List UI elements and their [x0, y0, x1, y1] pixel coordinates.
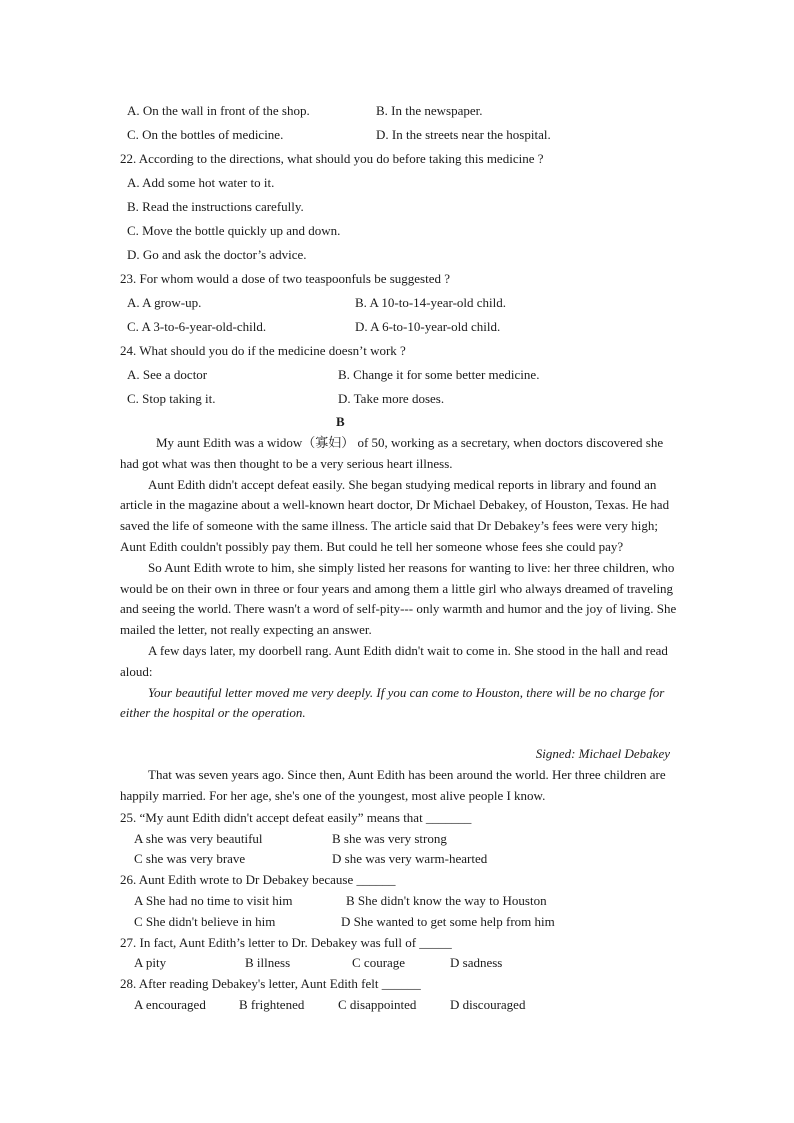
q27-option-b: B illness [245, 955, 291, 970]
q23-option-a: A. A grow-up. [127, 295, 202, 310]
q28-stem: 28. After reading Debakey's letter, Aunt Edith felt ______ [120, 976, 421, 991]
q21-option-d: D. In the streets near the hospital. [376, 127, 551, 142]
q23-option-d: D. A 6-to-10-year-old child. [355, 319, 501, 334]
q28-option-d: D discouraged [450, 997, 526, 1012]
q26-option-b: B She didn't know the way to Houston [346, 893, 547, 908]
passage-paragraph-2: Aunt Edith didn't accept defeat easily. She began studying medical reports in library and found an article in the magazine about a well-known heart doctor, Dr Michael Debakey, of Houston, Texas. He had saved the life of someone with the same illness. The article said that Dr Debakey’s fees were very high; Aunt Edith couldn't possibly pay them. But could he tell her someone whose fees she could pay? [120, 476, 670, 554]
letter-signature: Signed: Michael Debakey [535, 746, 670, 761]
passage-paragraph-1: My aunt Edith was a widow（寡妇） of 50, working as a secretary, when doctors discovered she had got what was then thought to be a very serious heart illness. [120, 435, 664, 471]
q27-stem: 27. In fact, Aunt Edith’s letter to Dr. Debakey was full of _____ [120, 935, 452, 950]
q22-stem: 22. According to the directions, what should you do before taking this medicine ? [120, 151, 544, 166]
q27-option-a: A pity [134, 955, 167, 970]
q23-option-b: B. A 10-to-14-year-old child. [355, 295, 507, 310]
q26-option-c: C She didn't believe in him [134, 914, 276, 929]
q22-option-d: D. Go and ask the doctor’s advice. [127, 247, 307, 262]
q21-option-a: A. On the wall in front of the shop. [127, 103, 310, 118]
letter-text: Your beautiful letter moved me very deeply. If you can come to Houston, there will be no charge for either the hospital or the operation. [120, 684, 665, 721]
q24-option-c: C. Stop taking it. [127, 391, 216, 406]
q25-option-b: B she was very strong [332, 831, 447, 846]
passage-paragraph-4: A few days later, my doorbell rang. Aunt Edith didn't wait to come in. She stood in the hall and read aloud: [120, 642, 668, 679]
q23-stem: 23. For whom would a dose of two teaspoonfuls be suggested ? [120, 271, 451, 286]
q25-option-a: A she was very beautiful [134, 831, 263, 846]
q27-option-c: C courage [352, 955, 406, 970]
closing-paragraph: That was seven years ago. Since then, Aunt Edith has been around the world. Her three children are happily married. For her age, she's one of the youngest, most alive people I know. [120, 767, 666, 803]
reading-passage [120, 433, 680, 724]
q28-option-c: C disappointed [338, 997, 417, 1012]
q25-stem: 25. “My aunt Edith didn't accept defeat easily” means that _______ [120, 810, 472, 825]
q26-option-d: D She wanted to get some help from him [341, 914, 555, 929]
q26-stem: 26. Aunt Edith wrote to Dr Debakey because ______ [120, 872, 396, 887]
q27-option-d: D sadness [450, 955, 503, 970]
q28-option-b: B frightened [239, 997, 305, 1012]
q22-option-a: A. Add some hot water to it. [127, 175, 275, 190]
q22-option-b: B. Read the instructions carefully. [127, 199, 304, 214]
q24-option-d: D. Take more doses. [338, 391, 445, 406]
q26-option-a: A She had no time to visit him [134, 893, 293, 908]
q24-stem: 24. What should you do if the medicine doesn’t work ? [120, 343, 406, 358]
passage-paragraph-3: So Aunt Edith wrote to him, she simply listed her reasons for wanting to live: her three children, who would be on their own in three or four years and among them a little girl who always dreamed of traveling and seeing the world. There wasn't a word of self-pity--- only warmth and humor and the joy of living. She mailed the letter, not really expecting an answer. [120, 559, 677, 638]
closing-paragraph-wrap [120, 765, 680, 807]
q25-option-d: D she was very warm-hearted [332, 851, 488, 866]
q24-option-a: A. See a doctor [127, 367, 208, 382]
q25-option-c: C she was very brave [134, 851, 246, 866]
q23-option-c: C. A 3-to-6-year-old-child. [127, 319, 267, 334]
section-heading-b: B [336, 414, 345, 429]
q21-option-b: B. In the newspaper. [376, 103, 483, 118]
q21-option-c: C. On the bottles of medicine. [127, 127, 284, 142]
q28-option-a: A encouraged [134, 997, 206, 1012]
q22-option-c: C. Move the bottle quickly up and down. [127, 223, 341, 238]
q24-option-b: B. Change it for some better medicine. [338, 367, 540, 382]
